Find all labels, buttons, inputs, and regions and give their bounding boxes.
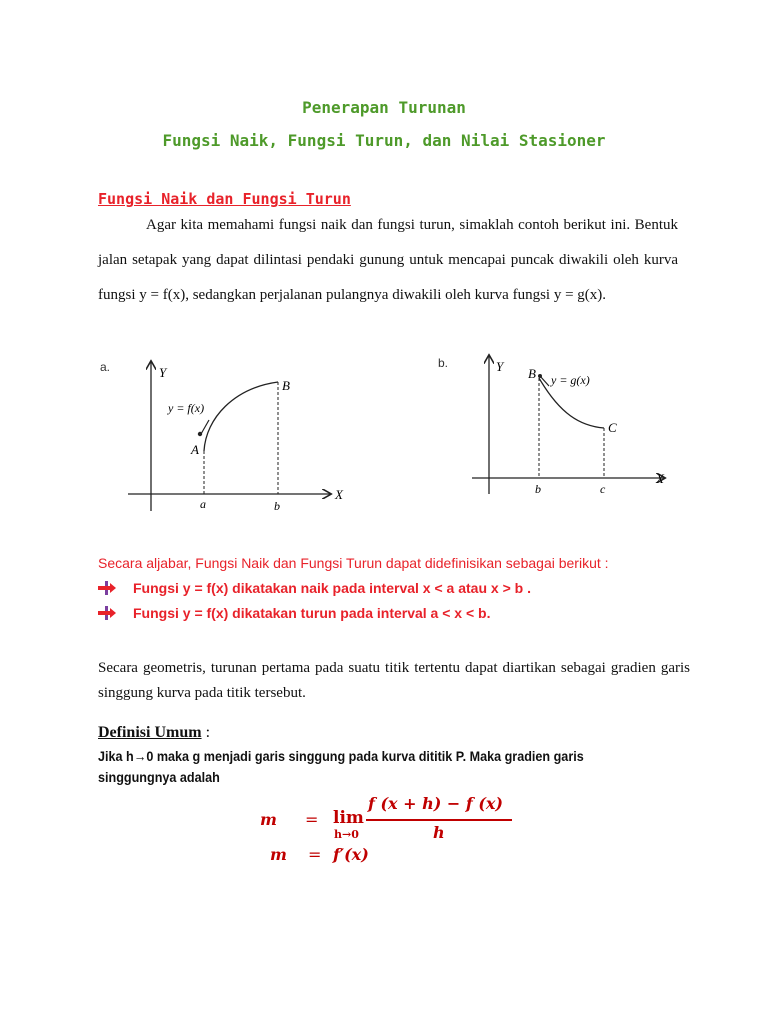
y-axis-label: Y — [159, 365, 167, 380]
document-title-line2: Fungsi Naik, Fungsi Turun, dan Nilai Stasioner — [162, 131, 606, 150]
fraction-bar — [366, 819, 512, 821]
formula-m1: m — [260, 810, 277, 829]
formula-eq1: = — [305, 810, 319, 829]
function-label: y = f(x) — [168, 401, 205, 415]
x-axis-label: X — [335, 487, 343, 502]
tick-c: c — [600, 482, 606, 496]
graph-b-label: b. — [438, 356, 449, 370]
y-axis-label: Y — [496, 359, 504, 374]
section-heading: Fungsi Naik dan Fungsi Turun — [98, 190, 351, 208]
formula-lim: lim — [333, 808, 364, 828]
bullet-item: Fungsi y = f(x) dikatakan turun pada interval a < x < b. — [98, 605, 491, 621]
formula-rhs2: f′(x) — [333, 845, 369, 864]
arrow-bullet-icon — [98, 606, 116, 620]
definition-text: Jika h→0 maka g menjadi garis singgung pada kurva dititik P. Maka gradien garis singgungnya adalah — [98, 748, 584, 785]
formula-numerator: f (x + h) − f (x) — [368, 794, 503, 813]
tick-b: b — [535, 482, 541, 496]
point-a-label: A — [191, 442, 199, 457]
formula-denominator: h — [433, 823, 445, 842]
curve-f — [204, 382, 278, 451]
arrow-bullet-icon — [98, 581, 116, 595]
graph-a-label: a. — [100, 360, 111, 374]
x-axis-label: X — [656, 471, 664, 486]
geometric-paragraph: Secara geometris, turunan pertama pada suatu titik tertentu dapat diartikan sebagai gradien garis singgung kurva pada titik tersebut. — [98, 660, 690, 701]
point-b-label: B — [282, 378, 290, 393]
bullet-item: Fungsi y = f(x) dikatakan naik pada interval x < a atau x > b . — [98, 580, 531, 596]
tick-a: a — [200, 497, 206, 511]
algebra-intro: Secara aljabar, Fungsi Naik dan Fungsi Turun dapat didefinisikan sebagai berikut : — [98, 555, 609, 571]
formula-eq2: = — [308, 845, 322, 864]
document-title-line1: Penerapan Turunan — [302, 98, 466, 117]
formula-lim-sub: h→0 — [334, 828, 359, 841]
graph-increasing-function — [94, 356, 364, 516]
graph-decreasing-function — [432, 352, 682, 502]
formula-m2: m — [270, 845, 287, 864]
function-label: y = g(x) — [551, 373, 590, 387]
intro-paragraph: Agar kita memahami fungsi naik dan fungsi turun, simaklah contoh berikut ini. Bentuk jalan setapak yang dapat dilintasi pendaki gunung untuk mencapai puncak diwakili oleh kurva fungsi y = f(x), sedangkan perjalanan pulangnya diwakili oleh kurva fungsi y = g(x). — [98, 217, 678, 303]
definition-heading: Definisi Umum : — [98, 724, 211, 741]
point-c-label: C — [608, 420, 617, 435]
tick-b: b — [274, 499, 280, 513]
point-b-label: B — [528, 366, 536, 381]
